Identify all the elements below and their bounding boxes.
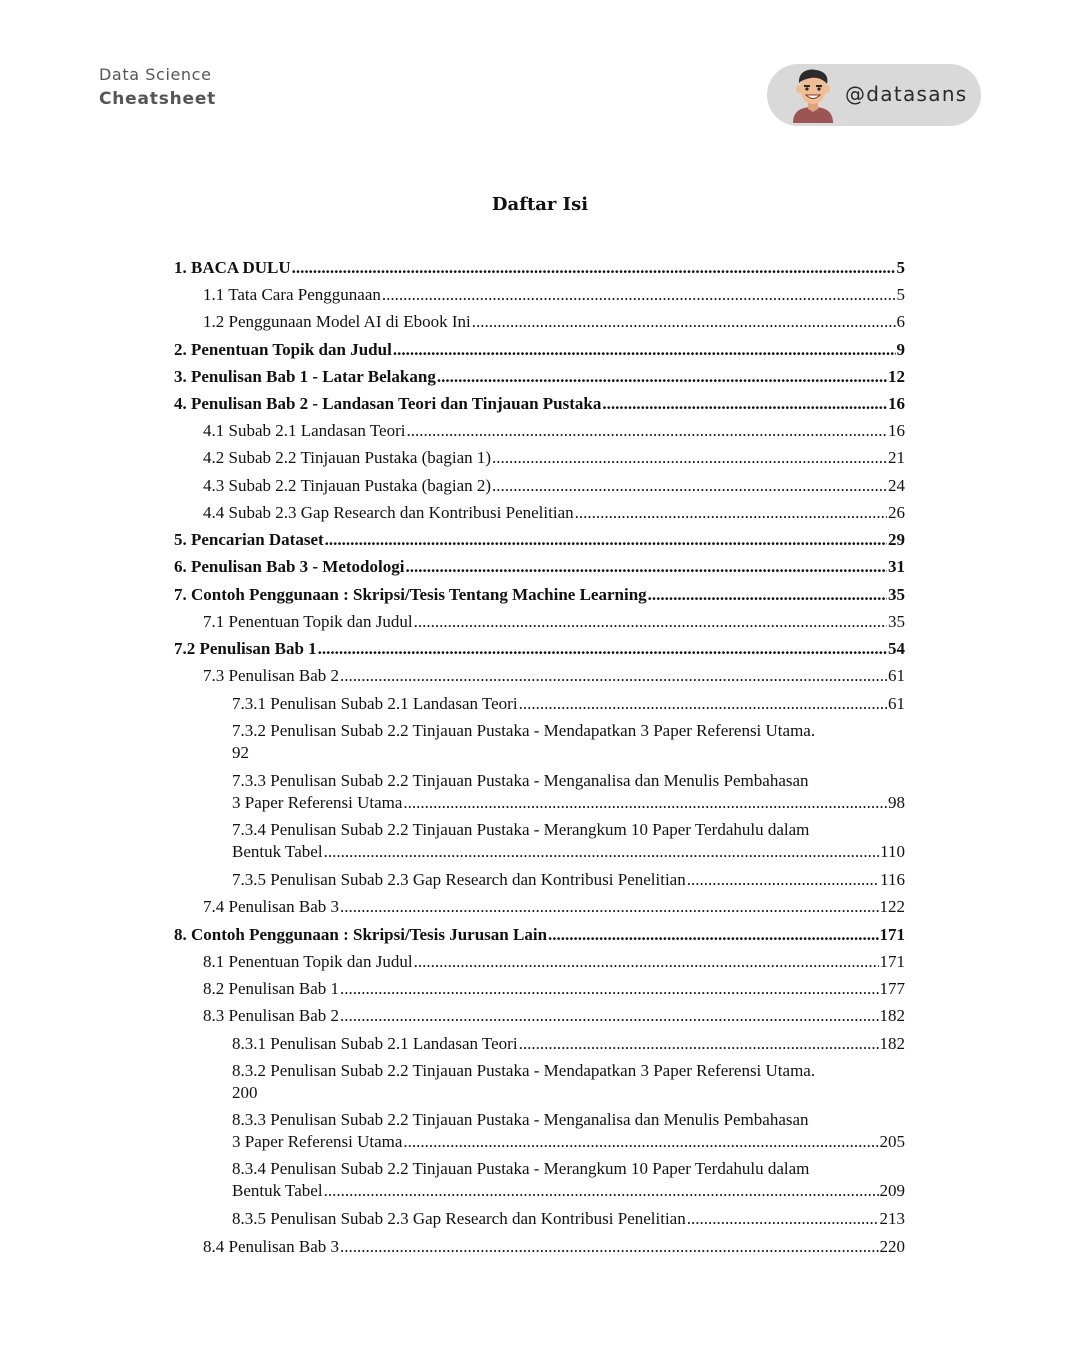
dot-leader — [324, 841, 880, 863]
toc-entry-row — [232, 869, 905, 891]
toc-entry[interactable] — [232, 819, 905, 863]
toc-entry[interactable] — [174, 257, 905, 279]
dot-leader — [292, 257, 896, 279]
toc-entry-page: 54 — [888, 639, 905, 658]
toc-entry-page: 116 — [880, 870, 905, 889]
dot-leader — [403, 1131, 878, 1153]
toc-entry-row — [232, 1033, 905, 1055]
dot-leader — [382, 284, 896, 306]
dot-leader — [492, 475, 887, 497]
toc-entry[interactable] — [203, 665, 905, 687]
toc-entry[interactable] — [174, 393, 905, 415]
dot-leader — [602, 393, 887, 415]
toc-entry-page: 98 — [888, 793, 905, 812]
toc-entry-row — [174, 529, 905, 551]
toc-entry[interactable] — [203, 447, 905, 469]
toc-entry-row — [203, 951, 905, 973]
toc-entry-page: 213 — [879, 1209, 905, 1228]
toc-entry-title: 4. Penulisan Bab 2 - Landasan Teori dan Tinjauan Pustaka — [174, 394, 602, 413]
brand-line1: Data Science — [99, 65, 212, 84]
toc-entry-row — [203, 896, 905, 918]
toc-entry-title: Bentuk Tabel — [232, 842, 323, 861]
toc-entry-page: 171 — [879, 925, 905, 944]
toc-entry-row — [232, 1131, 905, 1153]
toc-entry[interactable] — [203, 1005, 905, 1027]
dot-leader — [472, 311, 896, 333]
toc-entry-page: 29 — [888, 530, 905, 549]
toc-entry[interactable] — [232, 869, 905, 891]
dot-leader — [325, 529, 887, 551]
toc-entry-page: 110 — [880, 842, 905, 861]
toc-entry-title: 5. Pencarian Dataset — [174, 530, 324, 549]
toc-entry-title: 8.1 Penentuan Topik dan Judul — [203, 952, 413, 971]
toc-entry-row — [203, 311, 905, 333]
toc-entry-page: 220 — [879, 1237, 905, 1256]
toc-entry[interactable] — [174, 339, 905, 361]
toc-entry-row — [203, 502, 905, 524]
toc-entry[interactable] — [203, 951, 905, 973]
dot-leader — [393, 339, 896, 361]
toc-entry-page: 205 — [879, 1132, 905, 1151]
toc-entry-row — [203, 665, 905, 687]
toc-entry-title: 6. Penulisan Bab 3 - Metodologi — [174, 557, 405, 576]
brand-block — [99, 63, 216, 111]
toc-entry-title: 3. Penulisan Bab 1 - Latar Belakang — [174, 367, 436, 386]
toc-entry[interactable] — [203, 978, 905, 1000]
toc-entry[interactable] — [232, 770, 905, 814]
toc-entry-row — [203, 475, 905, 497]
toc-entry-page: 9 — [896, 340, 905, 359]
toc-entry-title-line1: 7.3.3 Penulisan Subab 2.2 Tinjauan Pustaka - Menganalisa dan Menulis Pembahasan — [232, 771, 809, 790]
toc-entry-row — [203, 447, 905, 469]
toc-entry[interactable] — [232, 1208, 905, 1230]
toc-entry-row — [232, 742, 905, 764]
toc-entry[interactable] — [232, 1158, 905, 1202]
toc-entry-page: 182 — [879, 1034, 905, 1053]
toc-entry-title: 2. Penentuan Topik dan Judul — [174, 340, 392, 359]
dot-leader — [340, 978, 879, 1000]
toc-entry-title: 4.2 Subab 2.2 Tinjauan Pustaka (bagian 1) — [203, 448, 492, 467]
toc-entry-title: 8.3 Penulisan Bab 2 — [203, 1006, 339, 1025]
toc-entry-row — [174, 339, 905, 361]
toc-entry-title: 7.3 Penulisan Bab 2 — [203, 666, 339, 685]
toc-entry-title: 8.3.5 Penulisan Subab 2.3 Gap Research dan Kontribusi Penelitian — [232, 1209, 686, 1228]
toc-entry[interactable] — [203, 1236, 905, 1258]
toc-title: Daftar Isi — [491, 194, 589, 215]
toc-entry-row — [203, 978, 905, 1000]
author-handle[interactable]: @datasans — [845, 82, 968, 106]
toc-entry-page: 177 — [879, 979, 905, 998]
toc-entry-page: 171 — [879, 952, 905, 971]
dot-leader — [403, 792, 887, 814]
toc-entry-row — [174, 556, 905, 578]
dot-leader — [575, 502, 887, 524]
toc-entry-title-line1: 8.3.4 Penulisan Subab 2.2 Tinjauan Pustaka - Merangkum 10 Paper Terdahulu dalam — [232, 1159, 810, 1178]
toc-entry-title-line1: 8.3.3 Penulisan Subab 2.2 Tinjauan Pustaka - Menganalisa dan Menulis Pembahasan — [232, 1110, 809, 1129]
toc-entry[interactable] — [232, 1109, 905, 1153]
toc-entry-title: 4.3 Subab 2.2 Tinjauan Pustaka (bagian 2) — [203, 476, 492, 495]
dot-leader — [406, 420, 887, 442]
toc-entry-row — [232, 1208, 905, 1230]
toc-entry-page: 35 — [888, 585, 905, 604]
toc-entry-row — [203, 611, 905, 633]
toc-entry[interactable] — [203, 502, 905, 524]
toc-entry-title: 4.1 Subab 2.1 Landasan Teori — [203, 421, 406, 440]
toc-entry-title: 1.1 Tata Cara Penggunaan — [203, 285, 381, 304]
toc-entry-title: 1.2 Penggunaan Model AI di Ebook Ini — [203, 312, 471, 331]
toc-entry-title: 8.3.1 Penulisan Subab 2.1 Landasan Teori — [232, 1034, 518, 1053]
toc-entry-title: 7.3.5 Penulisan Subab 2.3 Gap Research dan Kontribusi Penelitian — [232, 870, 686, 889]
toc-entry-page: 5 — [896, 285, 905, 304]
toc-entry-page: 200 — [232, 1083, 258, 1102]
dot-leader — [414, 611, 887, 633]
toc-entry-title: 8. Contoh Penggunaan : Skripsi/Tesis Jurusan Lain — [174, 925, 548, 944]
toc-entry-title-line1: 8.3.2 Penulisan Subab 2.2 Tinjauan Pustaka - Mendapatkan 3 Paper Referensi Utama. — [232, 1061, 816, 1080]
dot-leader — [340, 896, 879, 918]
dot-leader — [648, 584, 887, 606]
toc-entry-title: 3 Paper Referensi Utama — [232, 1132, 403, 1151]
dot-leader — [519, 693, 887, 715]
toc-entry-page: 24 — [888, 476, 905, 495]
toc-entry-title: 7.2 Penulisan Bab 1 — [174, 639, 317, 658]
toc-entry-row — [203, 284, 905, 306]
toc-entry[interactable] — [174, 638, 905, 660]
toc-entry-row — [174, 366, 905, 388]
dot-leader — [340, 1005, 879, 1027]
toc-entry-row — [174, 393, 905, 415]
toc-entry-row — [203, 1236, 905, 1258]
toc-entry-page: 12 — [888, 367, 905, 386]
dot-leader — [340, 665, 887, 687]
dot-leader — [519, 1033, 879, 1055]
dot-leader — [414, 951, 879, 973]
toc-entry-page: 122 — [879, 897, 905, 916]
dot-leader — [492, 447, 887, 469]
toc-entry-row — [232, 1082, 905, 1104]
dot-leader — [318, 638, 887, 660]
toc-entry-page: 31 — [888, 557, 905, 576]
toc-entry-page: 61 — [888, 694, 905, 713]
cartoon-person-avatar-icon — [789, 67, 837, 123]
toc-entry-row — [203, 420, 905, 442]
toc-entry-row — [232, 792, 905, 814]
toc-entry[interactable] — [232, 720, 905, 764]
toc-entry[interactable] — [174, 366, 905, 388]
toc-entry-row — [203, 1005, 905, 1027]
dot-leader — [324, 1180, 879, 1202]
toc-entry-row — [232, 1180, 905, 1202]
toc-entry-row — [174, 638, 905, 660]
toc-entry[interactable] — [232, 693, 905, 715]
toc-entry-title: Bentuk Tabel — [232, 1181, 323, 1200]
toc-entry-title-line1: 7.3.4 Penulisan Subab 2.2 Tinjauan Pustaka - Merangkum 10 Paper Terdahulu dalam — [232, 820, 810, 839]
toc-entry-page: 5 — [896, 258, 905, 277]
toc-entry[interactable] — [203, 611, 905, 633]
dot-leader — [405, 556, 887, 578]
toc-entry-page: 6 — [896, 312, 905, 331]
toc-entry-page: 61 — [888, 666, 905, 685]
toc-entry[interactable] — [203, 284, 905, 306]
toc-entry-title: 4.4 Subab 2.3 Gap Research dan Kontribusi Penelitian — [203, 503, 574, 522]
dot-leader — [687, 869, 879, 891]
toc-entry-title: 7.4 Penulisan Bab 3 — [203, 897, 339, 916]
toc-entry-row — [232, 693, 905, 715]
toc-entry-title-line1: 7.3.2 Penulisan Subab 2.2 Tinjauan Pustaka - Mendapatkan 3 Paper Referensi Utama. — [232, 721, 816, 740]
toc-entry-page: 16 — [888, 421, 905, 440]
toc-entry[interactable] — [174, 584, 905, 606]
toc-entry-row — [174, 257, 905, 279]
toc-entry[interactable] — [174, 924, 905, 946]
toc-entry-page: 35 — [888, 612, 905, 631]
toc-entry[interactable] — [203, 896, 905, 918]
toc-entry-title: 8.4 Penulisan Bab 3 — [203, 1237, 339, 1256]
toc-entry-row — [232, 841, 905, 863]
toc-entry-title: 7. Contoh Penggunaan : Skripsi/Tesis Tentang Machine Learning — [174, 585, 647, 604]
toc-entry-title: 8.2 Penulisan Bab 1 — [203, 979, 339, 998]
toc-entry-page: 182 — [879, 1006, 905, 1025]
toc-entry-page: 21 — [888, 448, 905, 467]
toc-entry[interactable] — [232, 1060, 905, 1104]
toc-entry[interactable] — [232, 1033, 905, 1055]
toc-entry[interactable] — [203, 475, 905, 497]
toc-entry[interactable] — [174, 556, 905, 578]
toc-entry-title: 7.1 Penentuan Topik dan Judul — [203, 612, 413, 631]
toc-entry-page: 16 — [888, 394, 905, 413]
toc-entry-page: 92 — [232, 743, 249, 762]
toc-entry-title: 1. BACA DULU — [174, 258, 291, 277]
toc-entry[interactable] — [203, 311, 905, 333]
toc-entry-title: 3 Paper Referensi Utama — [232, 793, 403, 812]
toc-entry-page: 26 — [888, 503, 905, 522]
dot-leader — [340, 1236, 879, 1258]
toc-entry-row — [174, 924, 905, 946]
toc-entry-page: 209 — [879, 1181, 905, 1200]
dot-leader — [548, 924, 878, 946]
dot-leader — [437, 366, 887, 388]
author-handle-badge[interactable] — [767, 64, 981, 126]
toc-entry[interactable] — [203, 420, 905, 442]
toc-entry-title: 7.3.1 Penulisan Subab 2.1 Landasan Teori — [232, 694, 518, 713]
toc-entry[interactable] — [174, 529, 905, 551]
toc-entry-row — [174, 584, 905, 606]
brand-line2: Cheatsheet — [99, 89, 217, 109]
dot-leader — [687, 1208, 879, 1230]
